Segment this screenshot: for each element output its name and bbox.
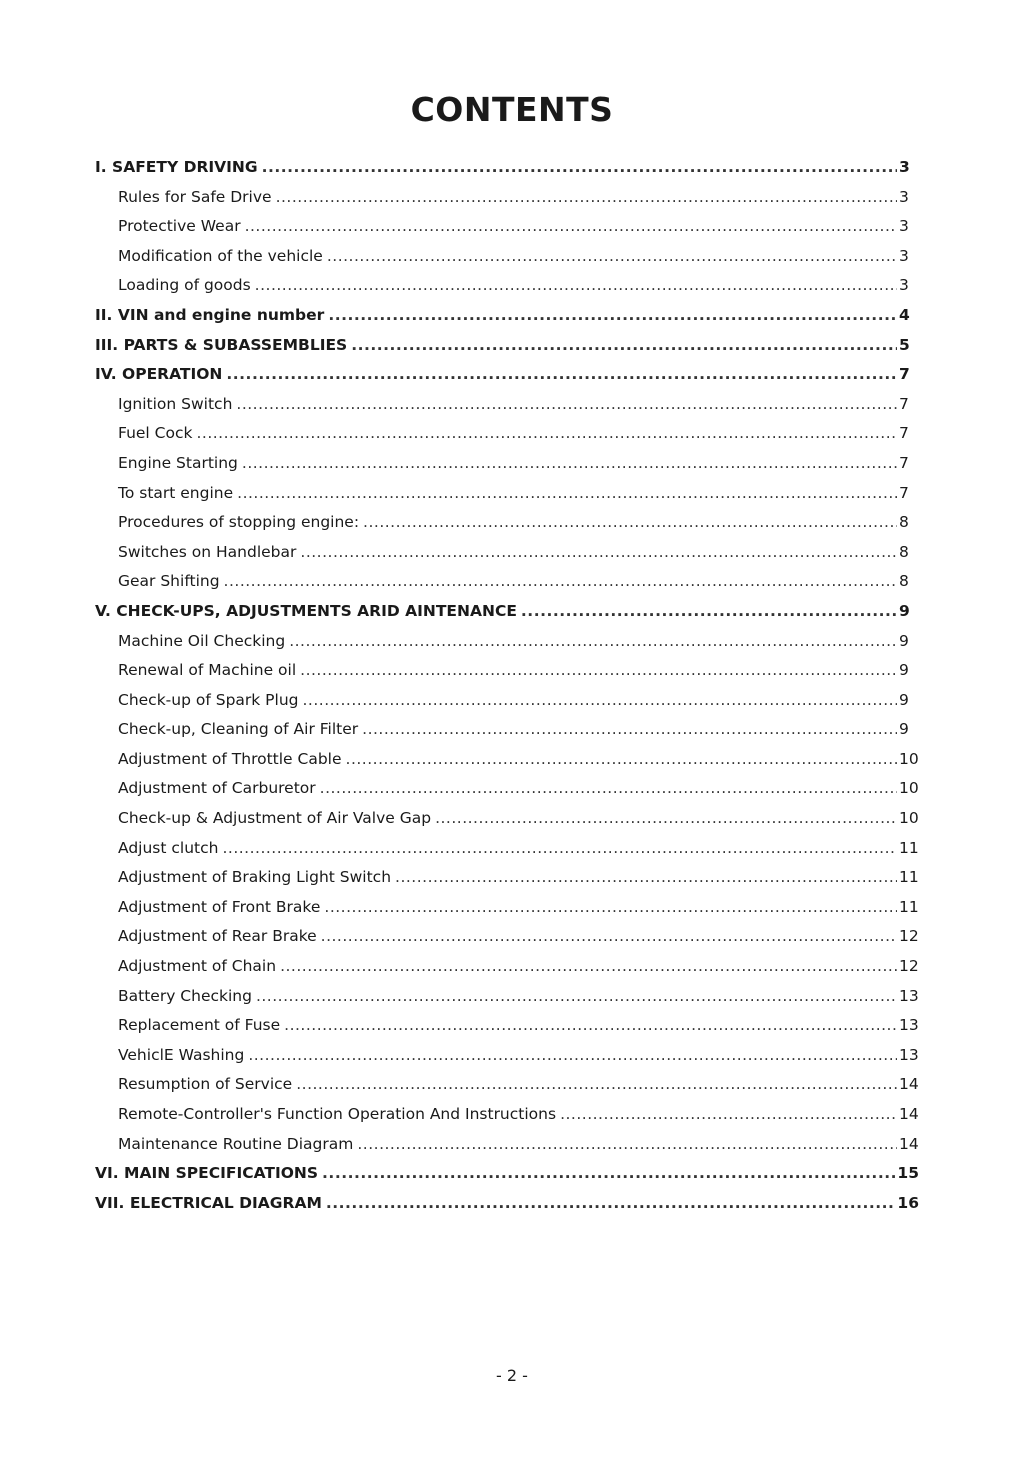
toc-entry-label: Loading of goods <box>118 276 251 295</box>
dot-leader <box>196 419 897 449</box>
toc-entry-page-number: 3 <box>899 158 910 176</box>
toc-entry-label: Switches on Handlebar <box>118 542 297 561</box>
toc-entry-page-number: 14 <box>899 1134 919 1153</box>
dot-leader <box>248 1041 897 1071</box>
toc-entry-page-number: 15 <box>897 1164 919 1183</box>
toc-entry-label: Ignition Switch <box>118 394 233 413</box>
toc-entry-page-number: 3 <box>899 276 909 295</box>
toc-entry-label: IV. OPERATION <box>95 365 223 384</box>
toc-entry-label: Gear Shifting <box>118 572 220 591</box>
toc-subsection-entry[interactable] <box>95 242 919 272</box>
toc-entry-label: I. SAFETY DRIVING <box>95 158 258 176</box>
toc-subsection-entry[interactable] <box>95 508 919 538</box>
toc-subsection-entry[interactable] <box>95 627 919 657</box>
toc-section-entry[interactable] <box>95 301 919 331</box>
toc-entry-label: To start engine <box>118 483 234 502</box>
toc-subsection-entry[interactable] <box>95 419 919 449</box>
dot-leader <box>289 627 897 657</box>
toc-entry-page-number: 10 <box>899 779 919 798</box>
toc-subsection-entry[interactable] <box>95 479 919 509</box>
toc-subsection-entry[interactable] <box>95 390 919 420</box>
toc-entry-page-number: 4 <box>899 305 910 324</box>
toc-entry-page-number: 11 <box>899 897 919 916</box>
toc-entry-label: Adjustment of Front Brake <box>118 897 321 916</box>
toc-subsection-entry[interactable] <box>95 538 919 568</box>
toc-entry-page-number: 3 <box>899 217 909 236</box>
toc-entry-label: VehiclE Washing <box>118 1045 245 1064</box>
dot-leader <box>255 271 897 301</box>
toc-entry-label: Adjustment of Rear Brake <box>118 927 317 946</box>
toc-entry-label: Check-up, Cleaning of Air Filter <box>118 720 359 739</box>
dot-leader <box>300 538 897 568</box>
toc-subsection-entry[interactable] <box>95 183 919 213</box>
dot-leader <box>224 567 897 597</box>
toc-entry-label: Adjustment of Carburetor <box>118 779 316 798</box>
dot-leader <box>346 745 897 775</box>
dot-leader <box>245 212 897 242</box>
toc-entry-label: Replacement of Fuse <box>118 1016 281 1035</box>
dot-leader <box>395 863 897 893</box>
toc-subsection-entry[interactable] <box>95 834 919 864</box>
toc-entry-label: Maintenance Routine Diagram <box>118 1134 354 1153</box>
toc-subsection-entry[interactable] <box>95 715 919 745</box>
dot-leader <box>321 922 897 952</box>
dot-leader <box>262 153 897 183</box>
toc-entry-page-number: 13 <box>899 1045 919 1064</box>
dot-leader <box>363 508 897 538</box>
toc-entry-label: Modification of the vehicle <box>118 246 323 265</box>
dot-leader <box>300 656 897 686</box>
toc-section-entry[interactable] <box>95 597 919 627</box>
toc-entry-label: Protective Wear <box>118 217 241 236</box>
toc-entry-page-number: 9 <box>899 690 909 709</box>
toc-entry-page-number: 7 <box>899 483 909 502</box>
toc-subsection-entry[interactable] <box>95 745 919 775</box>
dot-leader <box>560 1100 897 1130</box>
toc-subsection-entry[interactable] <box>95 1041 919 1071</box>
toc-subsection-entry[interactable] <box>95 863 919 893</box>
toc-entry-label: VII. ELECTRICAL DIAGRAM <box>95 1193 322 1212</box>
toc-entry-page-number: 13 <box>899 986 919 1005</box>
toc-entry-label: Adjustment of Chain <box>118 957 277 976</box>
dot-leader <box>327 242 897 272</box>
toc-section-entry[interactable] <box>95 360 919 390</box>
toc-subsection-entry[interactable] <box>95 1100 919 1130</box>
dot-leader <box>226 360 897 390</box>
dot-leader <box>303 686 898 716</box>
dot-leader <box>435 804 897 834</box>
dot-leader <box>320 774 897 804</box>
dot-leader <box>242 449 897 479</box>
toc-entry-label: VI. MAIN SPECIFICATIONS <box>95 1164 319 1183</box>
toc-entry-page-number: 9 <box>899 631 909 650</box>
dot-leader <box>328 301 897 331</box>
toc-entry-page-number: 13 <box>899 1016 919 1035</box>
toc-entry-page-number: 9 <box>899 601 910 620</box>
dot-leader <box>362 715 897 745</box>
dot-leader <box>322 1159 895 1189</box>
toc-subsection-entry[interactable] <box>95 1011 919 1041</box>
toc-subsection-entry[interactable] <box>95 804 919 834</box>
toc-entry-label: Engine Starting <box>118 453 238 472</box>
toc-entry-page-number: 8 <box>899 513 909 532</box>
dot-leader <box>296 1070 897 1100</box>
toc-entry-page-number: 10 <box>899 749 919 768</box>
toc-entry-label: III. PARTS & SUBASSEMBLIES <box>95 335 348 354</box>
page-title: CONTENTS <box>410 90 614 129</box>
dot-leader <box>326 1189 896 1219</box>
toc-section-entry[interactable] <box>95 331 919 361</box>
toc-entry-label: Check-up & Adjustment of Air Valve Gap <box>118 809 432 828</box>
toc-entry-page-number: 7 <box>899 365 910 384</box>
toc-entry-label: Machine Oil Checking <box>118 631 286 650</box>
toc-entry-page-number: 7 <box>899 394 909 413</box>
toc-subsection-entry[interactable] <box>95 952 919 982</box>
toc-entry-page-number: 12 <box>899 927 919 946</box>
dot-leader <box>276 183 897 213</box>
toc-entry-page-number: 10 <box>899 809 919 828</box>
toc-entry-page-number: 5 <box>899 335 910 354</box>
toc-entry-label: Remote-Controller's Function Operation And Instructions <box>118 1105 557 1123</box>
toc-section-entry[interactable] <box>95 1159 919 1189</box>
toc-entry-page-number: 16 <box>897 1193 919 1212</box>
toc-entry-label: Check-up of Spark Plug <box>118 690 299 709</box>
dot-leader <box>351 331 897 361</box>
toc-entry-page-number: 7 <box>899 453 909 472</box>
toc-entry-page-number: 14 <box>899 1105 919 1123</box>
toc-entry-label: Renewal of Machine oil <box>118 661 297 680</box>
toc-entry-label: Battery Checking <box>118 986 252 1005</box>
dot-leader <box>236 390 897 420</box>
toc-entry-label: Procedures of stopping engine: <box>118 513 360 532</box>
toc-subsection-entry[interactable] <box>95 656 919 686</box>
toc-subsection-entry[interactable] <box>95 449 919 479</box>
page-number: - 2 - <box>496 1366 528 1385</box>
toc-subsection-entry[interactable] <box>95 212 919 242</box>
dot-leader <box>324 893 897 923</box>
toc-subsection-entry[interactable] <box>95 774 919 804</box>
toc-entry-page-number: 9 <box>899 661 909 680</box>
toc-entry-page-number: 11 <box>899 838 919 857</box>
toc-subsection-entry[interactable] <box>95 1130 919 1160</box>
toc-entry-label: Fuel Cock <box>118 424 193 443</box>
toc-entry-label: Adjust clutch <box>118 838 219 857</box>
toc-section-entry[interactable] <box>95 153 919 183</box>
toc-entry-label: Resumption of Service <box>118 1075 293 1094</box>
toc-subsection-entry[interactable] <box>95 982 919 1012</box>
toc-subsection-entry[interactable] <box>95 922 919 952</box>
toc-section-entry[interactable] <box>95 1189 919 1219</box>
toc-entry-page-number: 9 <box>899 720 909 739</box>
toc-entry-label: II. VIN and engine number <box>95 305 325 324</box>
toc-entry-label: Rules for Safe Drive <box>118 187 272 206</box>
dot-leader <box>256 982 897 1012</box>
toc-entry-page-number: 7 <box>899 424 909 443</box>
toc-entry-page-number: 3 <box>899 246 909 265</box>
toc-entry-page-number: 8 <box>899 542 909 561</box>
toc-entry-label: Adjustment of Braking Light Switch <box>118 868 392 887</box>
dot-leader <box>222 834 897 864</box>
table-of-contents <box>95 153 919 1218</box>
dot-leader <box>521 597 897 627</box>
toc-entry-label: Adjustment of Throttle Cable <box>118 749 342 768</box>
dot-leader <box>357 1130 897 1160</box>
toc-entry-page-number: 11 <box>899 868 919 887</box>
toc-entry-page-number: 3 <box>899 187 909 206</box>
toc-subsection-entry[interactable] <box>95 567 919 597</box>
toc-entry-page-number: 8 <box>899 572 909 591</box>
toc-subsection-entry[interactable] <box>95 271 919 301</box>
dot-leader <box>284 1011 897 1041</box>
toc-subsection-entry[interactable] <box>95 686 919 716</box>
toc-entry-label: V. CHECK-UPS, ADJUSTMENTS ARID AINTENANCE <box>95 601 517 620</box>
toc-subsection-entry[interactable] <box>95 1070 919 1100</box>
dot-leader <box>280 952 897 982</box>
dot-leader <box>237 479 897 509</box>
toc-subsection-entry[interactable] <box>95 893 919 923</box>
toc-entry-page-number: 14 <box>899 1075 919 1094</box>
toc-entry-page-number: 12 <box>899 957 919 976</box>
